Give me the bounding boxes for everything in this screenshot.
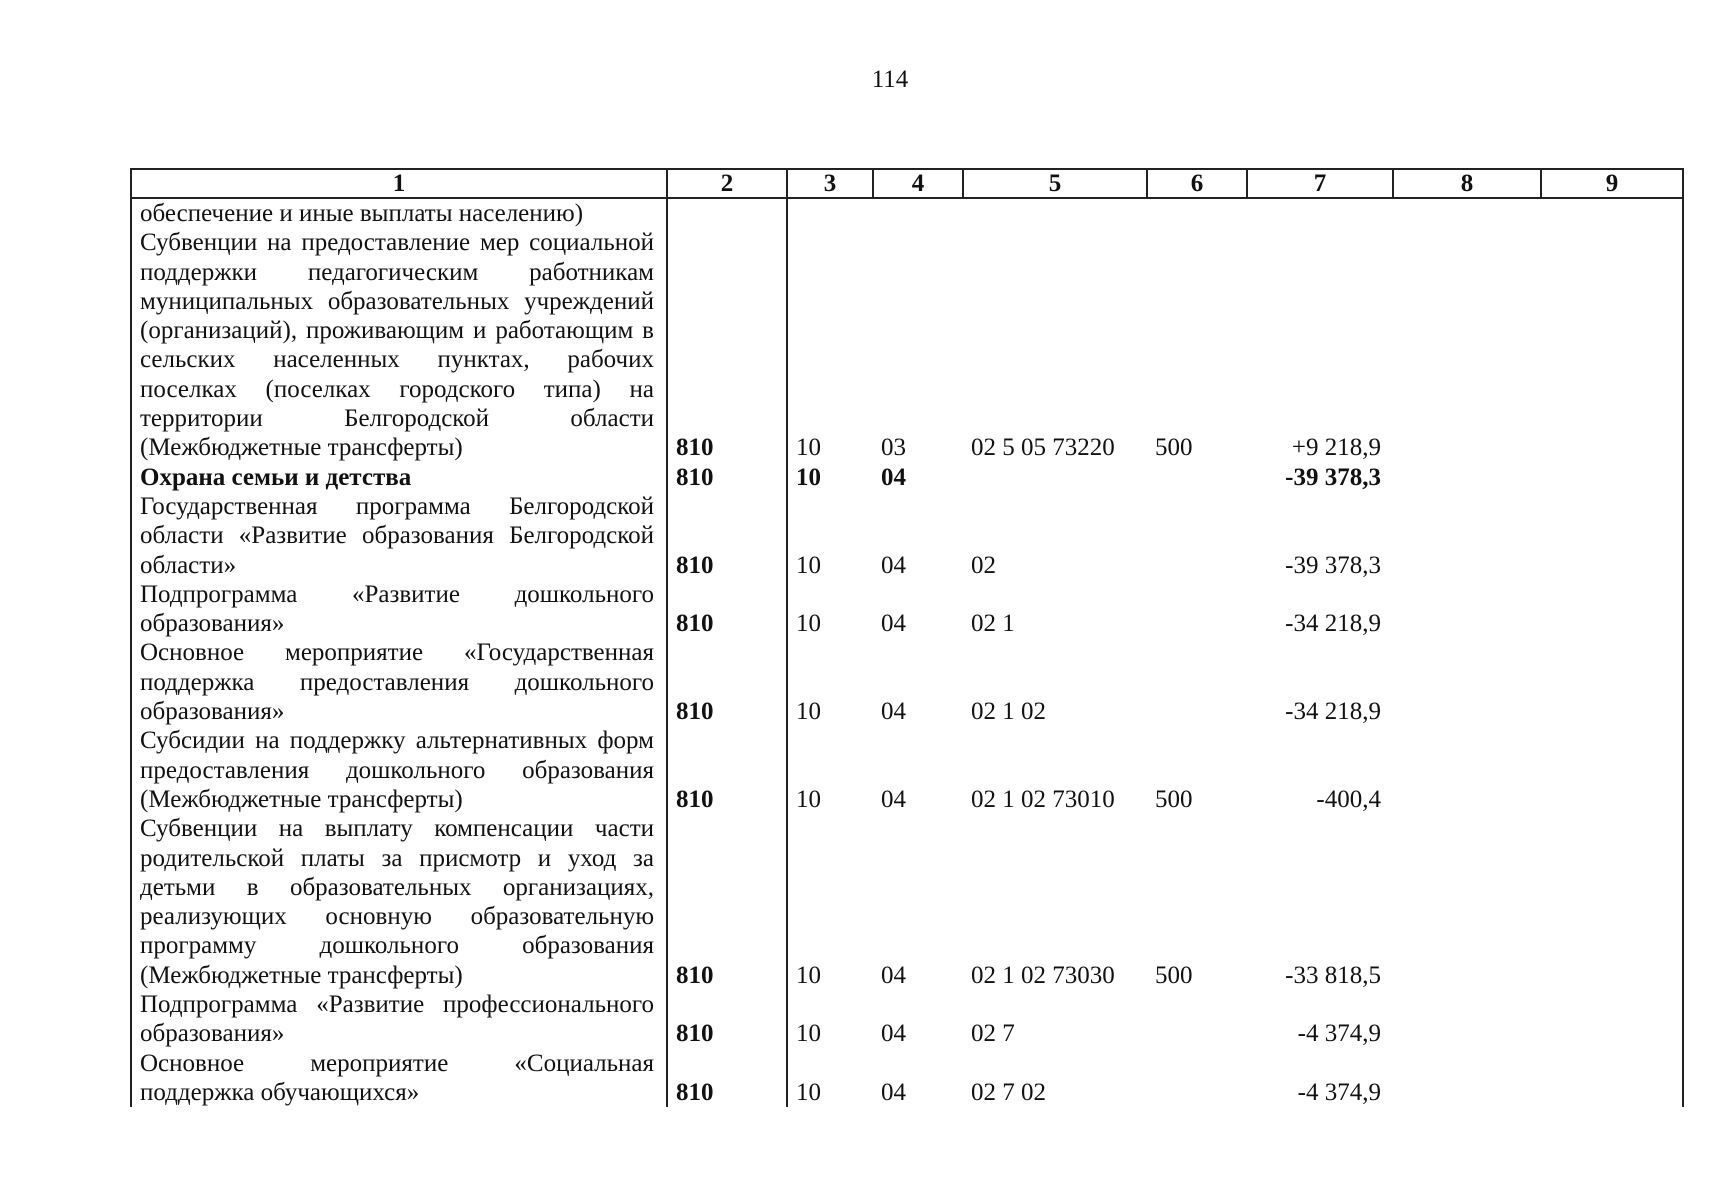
row-code-expense-type <box>1147 580 1247 639</box>
row-code-subsection: 04 <box>881 551 906 579</box>
row-amount: -34 218,9 <box>1285 698 1381 726</box>
row-empty-8 <box>1393 228 1541 462</box>
row-amount: -400,4 <box>1316 785 1381 813</box>
row-code-subsection: 04 <box>881 785 906 813</box>
row-empty-9 <box>1541 580 1683 639</box>
row-code-section: 10 <box>796 551 821 579</box>
row-code-section: 10 <box>796 961 821 989</box>
table-row <box>131 638 1683 726</box>
row-empty-8 <box>1393 492 1541 580</box>
row-code-section: 10 <box>796 610 821 638</box>
row-code-target: 02 7 02 <box>971 1078 1046 1106</box>
row-code-expense-type: 500 <box>1155 434 1193 462</box>
row-code-ministry: 810 <box>667 463 787 492</box>
row-empty-8 <box>1393 1049 1541 1108</box>
row-code-section: 10 <box>796 785 821 813</box>
row-code-subsection: 04 <box>881 1078 906 1106</box>
table-row <box>131 463 1683 492</box>
table-header-row <box>131 169 1683 198</box>
row-amount <box>1247 198 1393 228</box>
row-code-expense-type <box>1147 463 1247 492</box>
row-description: Субвенции на выплату компенсации части родительской платы за присмотр и уход за детьми в образовательных организациях, реализующих основную образовательную программу дошкольного образования (Межбюджетные трансферты) <box>131 814 667 990</box>
row-empty-8 <box>1393 463 1541 492</box>
row-code-subsection: 04 <box>881 463 906 491</box>
table-row <box>131 726 1683 814</box>
budget-table <box>130 168 1684 1107</box>
row-code-section: 10 <box>796 1020 821 1048</box>
row-amount: -33 818,5 <box>1285 961 1381 989</box>
row-code-ministry: 810 <box>667 726 787 814</box>
row-code-expense-type: 500 <box>1155 785 1193 813</box>
column-header-5: 5 <box>963 169 1147 198</box>
column-header-6: 6 <box>1147 169 1247 198</box>
row-code-target: 02 1 <box>971 610 1015 638</box>
row-amount: -34 218,9 <box>1285 610 1381 638</box>
row-empty-9 <box>1541 228 1683 462</box>
row-code-ministry: 810 <box>667 814 787 990</box>
row-code-target: 02 1 02 <box>971 698 1046 726</box>
row-code-ministry: 810 <box>667 580 787 639</box>
row-empty-9 <box>1541 1049 1683 1108</box>
row-amount: -4 374,9 <box>1297 1020 1381 1048</box>
row-code-section <box>787 198 873 228</box>
table-body <box>131 198 1683 1107</box>
row-description: Подпрограмма «Развитие дошкольного образования» <box>131 580 667 639</box>
row-code-ministry: 810 <box>667 228 787 462</box>
table-row <box>131 1049 1683 1108</box>
row-empty-9 <box>1541 638 1683 726</box>
row-code-target: 02 1 02 73030 <box>971 961 1115 989</box>
row-code-section: 10 <box>796 1078 821 1106</box>
row-empty-8 <box>1393 990 1541 1049</box>
row-code-target <box>963 198 1147 228</box>
row-code-ministry: 810 <box>667 638 787 726</box>
row-amount: -39 378,3 <box>1285 463 1381 491</box>
table-row <box>131 198 1683 228</box>
row-code-section: 10 <box>796 463 821 491</box>
column-header-7: 7 <box>1247 169 1393 198</box>
row-code-subsection: 04 <box>881 610 906 638</box>
row-description: Охрана семьи и детства <box>131 463 667 492</box>
row-code-target <box>963 463 1147 492</box>
row-code-subsection: 03 <box>881 434 906 462</box>
row-empty-9 <box>1541 463 1683 492</box>
column-header-8: 8 <box>1393 169 1541 198</box>
row-code-expense-type <box>1147 492 1247 580</box>
row-empty-9 <box>1541 198 1683 228</box>
column-header-2: 2 <box>667 169 787 198</box>
row-code-target: 02 <box>971 551 996 579</box>
row-empty-8 <box>1393 580 1541 639</box>
row-code-subsection: 04 <box>881 1020 906 1048</box>
row-empty-9 <box>1541 990 1683 1049</box>
row-code-section: 10 <box>796 434 821 462</box>
row-amount: -4 374,9 <box>1297 1078 1381 1106</box>
row-description: обеспечение и иные выплаты населению) <box>131 198 667 228</box>
row-code-subsection: 04 <box>881 961 906 989</box>
row-code-subsection <box>873 198 963 228</box>
row-code-section: 10 <box>796 698 821 726</box>
row-code-ministry: 810 <box>667 1049 787 1108</box>
column-header-4: 4 <box>873 169 963 198</box>
row-code-ministry: 810 <box>667 990 787 1049</box>
row-empty-9 <box>1541 726 1683 814</box>
table-row <box>131 814 1683 990</box>
row-code-subsection: 04 <box>881 698 906 726</box>
row-code-expense-type <box>1147 990 1247 1049</box>
row-code-target: 02 1 02 73010 <box>971 785 1115 813</box>
row-code-ministry: 810 <box>667 492 787 580</box>
row-description: Субвенции на предоставление мер социальной поддержки педагогическим работникам муниципальных образовательных учреждений (организаций), проживающим и работающим в сельских населенных пунктах, рабочих поселках (поселках городского типа) на территории Белгородской области (Межбюджетные трансферты) <box>131 228 667 462</box>
row-code-expense-type <box>1147 198 1247 228</box>
row-description: Государственная программа Белгородской области «Развитие образования Белгородской области» <box>131 492 667 580</box>
row-description: Основное мероприятие «Социальная поддержка обучающихся» <box>131 1049 667 1108</box>
row-empty-8 <box>1393 198 1541 228</box>
row-description: Основное мероприятие «Государственная поддержка предоставления дошкольного образования» <box>131 638 667 726</box>
row-code-expense-type: 500 <box>1155 961 1193 989</box>
table-row <box>131 580 1683 639</box>
table-row <box>131 990 1683 1049</box>
row-empty-9 <box>1541 492 1683 580</box>
row-description: Субсидии на поддержку альтернативных форм предоставления дошкольного образования (Межбюджетные трансферты) <box>131 726 667 814</box>
row-amount: +9 218,9 <box>1291 434 1381 462</box>
row-code-target: 02 5 05 73220 <box>971 434 1115 462</box>
row-empty-8 <box>1393 638 1541 726</box>
row-amount: -39 378,3 <box>1285 551 1381 579</box>
row-code-expense-type <box>1147 1049 1247 1108</box>
row-description: Подпрограмма «Развитие профессионального образования» <box>131 990 667 1049</box>
row-empty-8 <box>1393 814 1541 990</box>
table-row <box>131 492 1683 580</box>
row-empty-8 <box>1393 726 1541 814</box>
column-header-3: 3 <box>787 169 873 198</box>
row-code-target: 02 7 <box>971 1020 1015 1048</box>
column-header-9: 9 <box>1541 169 1683 198</box>
row-code-expense-type <box>1147 638 1247 726</box>
row-empty-9 <box>1541 814 1683 990</box>
row-code-ministry <box>667 198 787 228</box>
table-row <box>131 228 1683 462</box>
page-number: 114 <box>871 66 909 93</box>
column-header-1: 1 <box>131 169 667 198</box>
